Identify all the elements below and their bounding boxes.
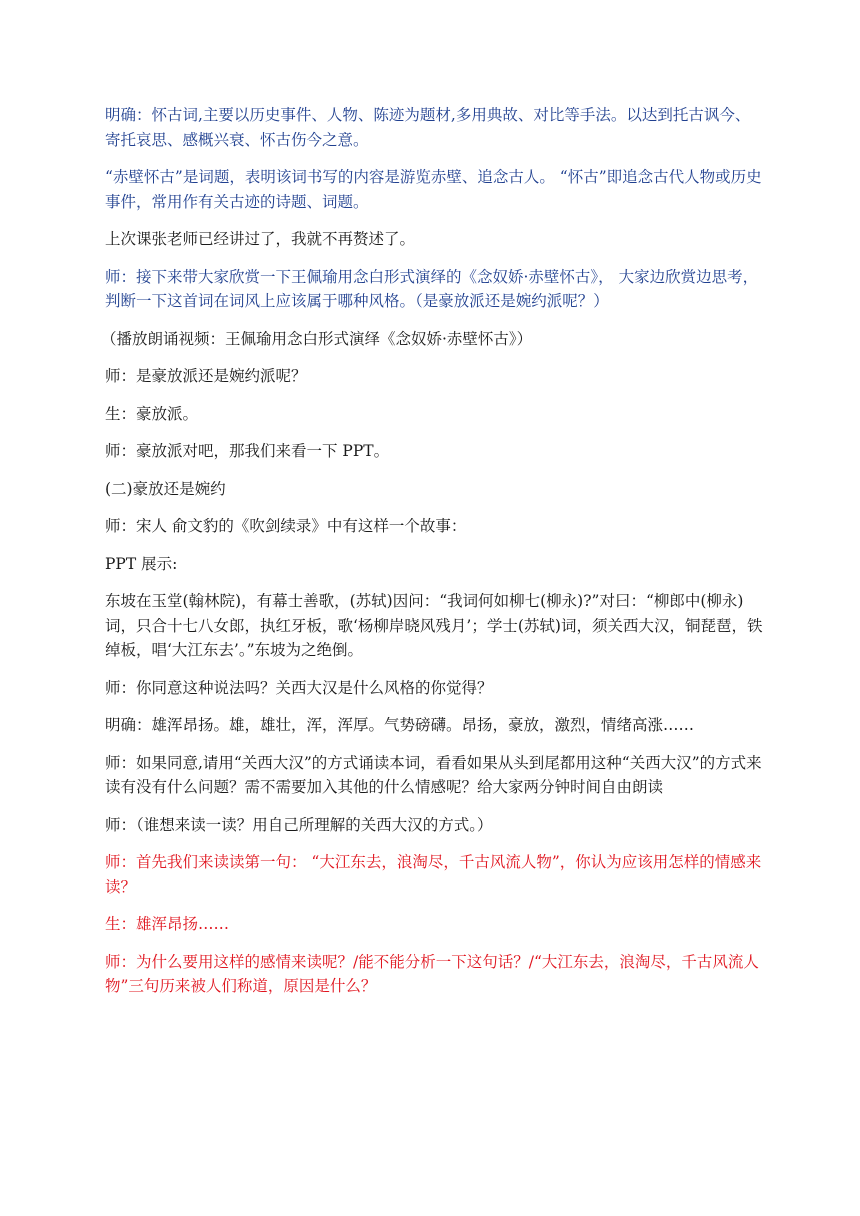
clarification-style-paragraph: 明确：雄浑昂扬。雄，雄壮，浑，浑厚。气势磅礴。昂扬，豪放，激烈，情绪高涨…… bbox=[105, 716, 695, 734]
teacher-first-line-question: 师：首先我们来读读第一句： “大江东去，浪淘尽，千古风流人物”，你认为应该用怎样的情感来读？ bbox=[105, 853, 762, 896]
quoted-story-paragraph: 东坡在玉堂(翰林院)，有幕士善歌，(苏轼)因问：“我词何如柳七(柳永)?”对曰：“柳郎中(柳永)词，只合十七八女郎，执红牙板，歌‘杨柳岸晓风残月’；学士(苏轼)词，须关西大汉，铜琵琶，铁绰板，唱‘大江东去’。”东坡为之绝倒。 bbox=[105, 592, 763, 659]
student-answer-xionghun: 生：雄浑昂扬…… bbox=[105, 915, 230, 933]
student-answer-haofang: 生：豪放派。 bbox=[105, 404, 199, 423]
teacher-why-question: 师：为什么要用这样的感情来读呢？/能不能分析一下这句话？/“大江东去，浪淘尽，千古风流人物”三句历来被人们称道，原因是什么？ bbox=[105, 952, 759, 995]
ppt-display-label: PPT 展示: bbox=[105, 554, 178, 573]
section-heading: (二)豪放还是婉约 bbox=[105, 479, 226, 498]
teacher-video-intro-paragraph: 师：接下来带大家欣赏一下王佩瑜用念白形式演绎的《念奴娇·赤壁怀古》， 大家边欣赏边思考，判断一下这首词在词风上应该属于哪种风格。（是豪放派还是婉约派呢？） bbox=[105, 267, 759, 310]
teacher-story-intro: 师：宋人 俞文豹的《吹剑续录》中有这样一个故事： bbox=[105, 517, 467, 535]
title-explanation-paragraph: “赤壁怀古”是词题，表明该词书写的内容是游览赤壁、追念古人。 “怀古”即追念古代人物或历史事件，常用作有关古迹的诗题、词题。 bbox=[105, 168, 762, 211]
transition-paragraph: 上次课张老师已经讲过了，我就不再赘述了。 bbox=[105, 230, 416, 248]
teacher-agree-question: 师：你同意这种说法吗？关西大汉是什么风格的你觉得？ bbox=[105, 678, 493, 697]
teacher-ppt-intro: 师：豪放派对吧，那我们来看一下 PPT。 bbox=[105, 442, 390, 460]
teacher-reading-instruction: 师：如果同意,请用“关西大汉”的方式诵读本词，看看如果从头到尾都用这种“关西大汉”的方式来读有没有什么问题？需不需要加入其他的什么情感呢？给大家两分钟时间自由朗读 bbox=[105, 753, 762, 796]
teacher-invite-reading: 师：（谁想来读一读？用自己所理解的关西大汉的方式。） bbox=[105, 815, 493, 834]
teacher-question-style: 师：是豪放派还是婉约派呢？ bbox=[105, 367, 307, 385]
summary-paragraph-huaigu-ci: 明确：怀古词,主要以历史事件、人物、陈迹为题材,多用典故、对比等手法。以达到托古讽今、寄托哀思、感概兴衰、怀古伤今之意。 bbox=[105, 106, 751, 149]
document-page bbox=[101, 103, 765, 1012]
stage-direction-paragraph: （播放朗诵视频：王佩瑜用念白形式演绎《念奴娇·赤壁怀古》） bbox=[101, 329, 533, 348]
